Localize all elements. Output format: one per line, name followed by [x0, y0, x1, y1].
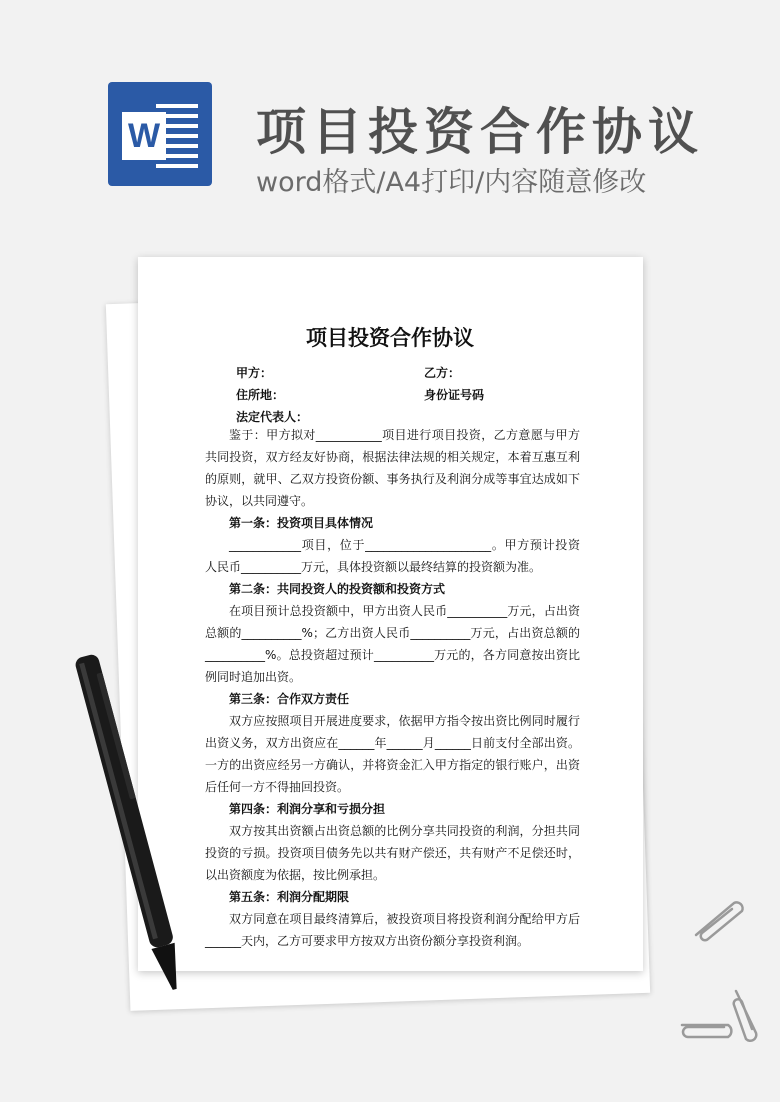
- paperclip-icon: [690, 895, 748, 943]
- word-logo-icon: [108, 82, 212, 186]
- address-label: 住所地：: [236, 388, 285, 402]
- section-heading: 第一条：投资项目具体情况: [229, 516, 374, 530]
- page-subtitle: word格式/A4打印/内容随意修改: [256, 167, 647, 198]
- section-body: 双方应按照项目开展进度要求，依据甲方指令按出资比例同时履行出资义务，双方出资应在______年______月______日前支付全部出资。一方的出资应经另一方确认，并将资金汇入甲方指定的银行账户，出资后任何一方不得抽回投资。: [205, 714, 580, 794]
- section-heading: 第二条：共同投资人的投资额和投资方式: [229, 582, 446, 596]
- section-body: 在项目预计总投资额中，甲方出资人民币__________万元，占出资总额的__________%；乙方出资人民币__________万元，占出资总额的__________%。总投资超过预计__________万元的，各方同意按出资比例同时追加出资。: [205, 604, 580, 684]
- party-b-label: 乙方：: [424, 366, 461, 380]
- legal-rep-label: 法定代表人：: [236, 410, 309, 424]
- section-body: 双方按其出资额占出资总额的比例分享共同投资的利润，分担共同投资的亏损。投资项目债务先以共有财产偿还，共有财产不足偿还时，以出资额度为依据，按比例承担。: [205, 824, 580, 882]
- page-title: 项目投资合作协议: [256, 103, 704, 161]
- id-number-label: 身份证号码: [424, 388, 485, 402]
- paperclip-icon: [728, 985, 764, 1043]
- party-a-label: 甲方：: [236, 366, 273, 380]
- section-body: ____________项目，位于_____________________。甲方预计投资人民币__________万元，具体投资额以最终结算的投资额为准。: [205, 538, 580, 574]
- section-heading: 第四条：利润分享和亏损分担: [229, 802, 386, 816]
- document-title: 项目投资合作协议: [306, 326, 474, 350]
- section-heading: 第三条：合作双方责任: [229, 692, 350, 706]
- logo-letter: W: [122, 112, 166, 160]
- preamble: 鉴于：甲方拟对___________项目进行项目投资，乙方意愿与甲方共同投资，双方经友好协商，根据法律法规的相关规定，本着互惠互利的原则，就甲、乙双方投资份额、事务执行及利润分成等事宜达成如下协议，以共同遵守。: [205, 428, 580, 508]
- pen-icon: [72, 650, 192, 1010]
- section-body: 双方同意在项目最终清算后，被投资项目将投资利润分配给甲方后______天内，乙方可要求甲方按双方出资份额分享投资利润。: [205, 912, 580, 948]
- document-body: [205, 424, 580, 952]
- section-heading: 第五条：利润分配期限: [229, 890, 350, 904]
